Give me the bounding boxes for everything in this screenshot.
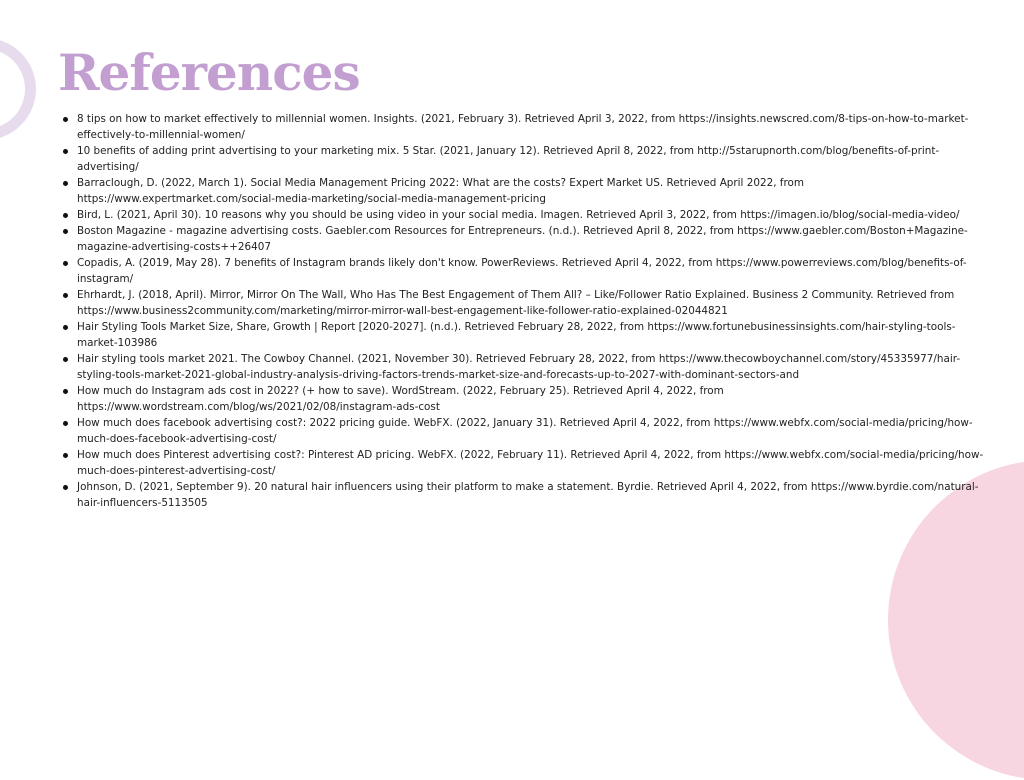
reference-item: Johnson, D. (2021, September 9). 20 natural hair influencers using their platform to make a statement. Byrdie. Retrieved April 4, 2022, from https://www.byrdie.com/natural-hair-influencers-5113505 <box>60 479 990 511</box>
page-title: References <box>58 43 360 102</box>
reference-item: Copadis, A. (2019, May 28). 7 benefits of Instagram brands likely don't know. PowerReviews. Retrieved April 4, 2022, from https://www.powerreviews.com/blog/benefits-of-instagram/ <box>60 255 990 287</box>
reference-list <box>60 111 990 511</box>
reference-item: Barraclough, D. (2022, March 1). Social Media Management Pricing 2022: What are the costs? Expert Market US. Retrieved April 2022, from https://www.expertmarket.com/social-media-marketing/social-media-management-pricing <box>60 175 990 207</box>
decorative-ring <box>0 38 36 140</box>
reference-item: Ehrhardt, J. (2018, April). Mirror, Mirror On The Wall, Who Has The Best Engagement of Them All? – Like/Follower Ratio Explained. Business 2 Community. Retrieved from https://www.business2community.com/marketing/mirror-mirror-wall-best-engagement-like-follower-ratio-explained-02044821 <box>60 287 990 319</box>
reference-item: How much does Pinterest advertising cost?: Pinterest AD pricing. WebFX. (2022, February 11). Retrieved April 4, 2022, from https://www.webfx.com/social-media/pricing/how-much-does-pinterest-advertising-cost/ <box>60 447 990 479</box>
reference-item: Hair Styling Tools Market Size, Share, Growth | Report [2020-2027]. (n.d.). Retrieved February 28, 2022, from https://www.fortunebusinessinsights.com/hair-styling-tools-market-103986 <box>60 319 990 351</box>
reference-item: Bird, L. (2021, April 30). 10 reasons why you should be using video in your social media. Imagen. Retrieved April 3, 2022, from https://imagen.io/blog/social-media-video/ <box>60 207 990 223</box>
reference-item: How much does facebook advertising cost?: 2022 pricing guide. WebFX. (2022, January 31). Retrieved April 4, 2022, from https://www.webfx.com/social-media/pricing/how-much-does-facebook-advertising-cost/ <box>60 415 990 447</box>
reference-item: 10 benefits of adding print advertising to your marketing mix. 5 Star. (2021, January 12). Retrieved April 8, 2022, from http://5starupnorth.com/blog/benefits-of-print-advertising/ <box>60 143 990 175</box>
reference-item: 8 tips on how to market effectively to millennial women. Insights. (2021, February 3). Retrieved April 3, 2022, from https://insights.newscred.com/8-tips-on-how-to-market-effectively-to-millennial-women/ <box>60 111 990 143</box>
reference-item: How much do Instagram ads cost in 2022? (+ how to save). WordStream. (2022, February 25). Retrieved April 4, 2022, from https://www.wordstream.com/blog/ws/2021/02/08/instagram-ads-cost <box>60 383 990 415</box>
reference-item: Boston Magazine - magazine advertising costs. Gaebler.com Resources for Entrepreneurs. (n.d.). Retrieved April 8, 2022, from https://www.gaebler.com/Boston+Magazine-magazine-advertising-costs++26407 <box>60 223 990 255</box>
reference-item: Hair styling tools market 2021. The Cowboy Channel. (2021, November 30). Retrieved February 28, 2022, from https://www.thecowboychannel.com/story/45335977/hair-styling-tools-market-2021-global-industry-analysis-driving-factors-trends-market-size-and-forecasts-up-to-2027-with-dominant-sectors-and <box>60 351 990 383</box>
